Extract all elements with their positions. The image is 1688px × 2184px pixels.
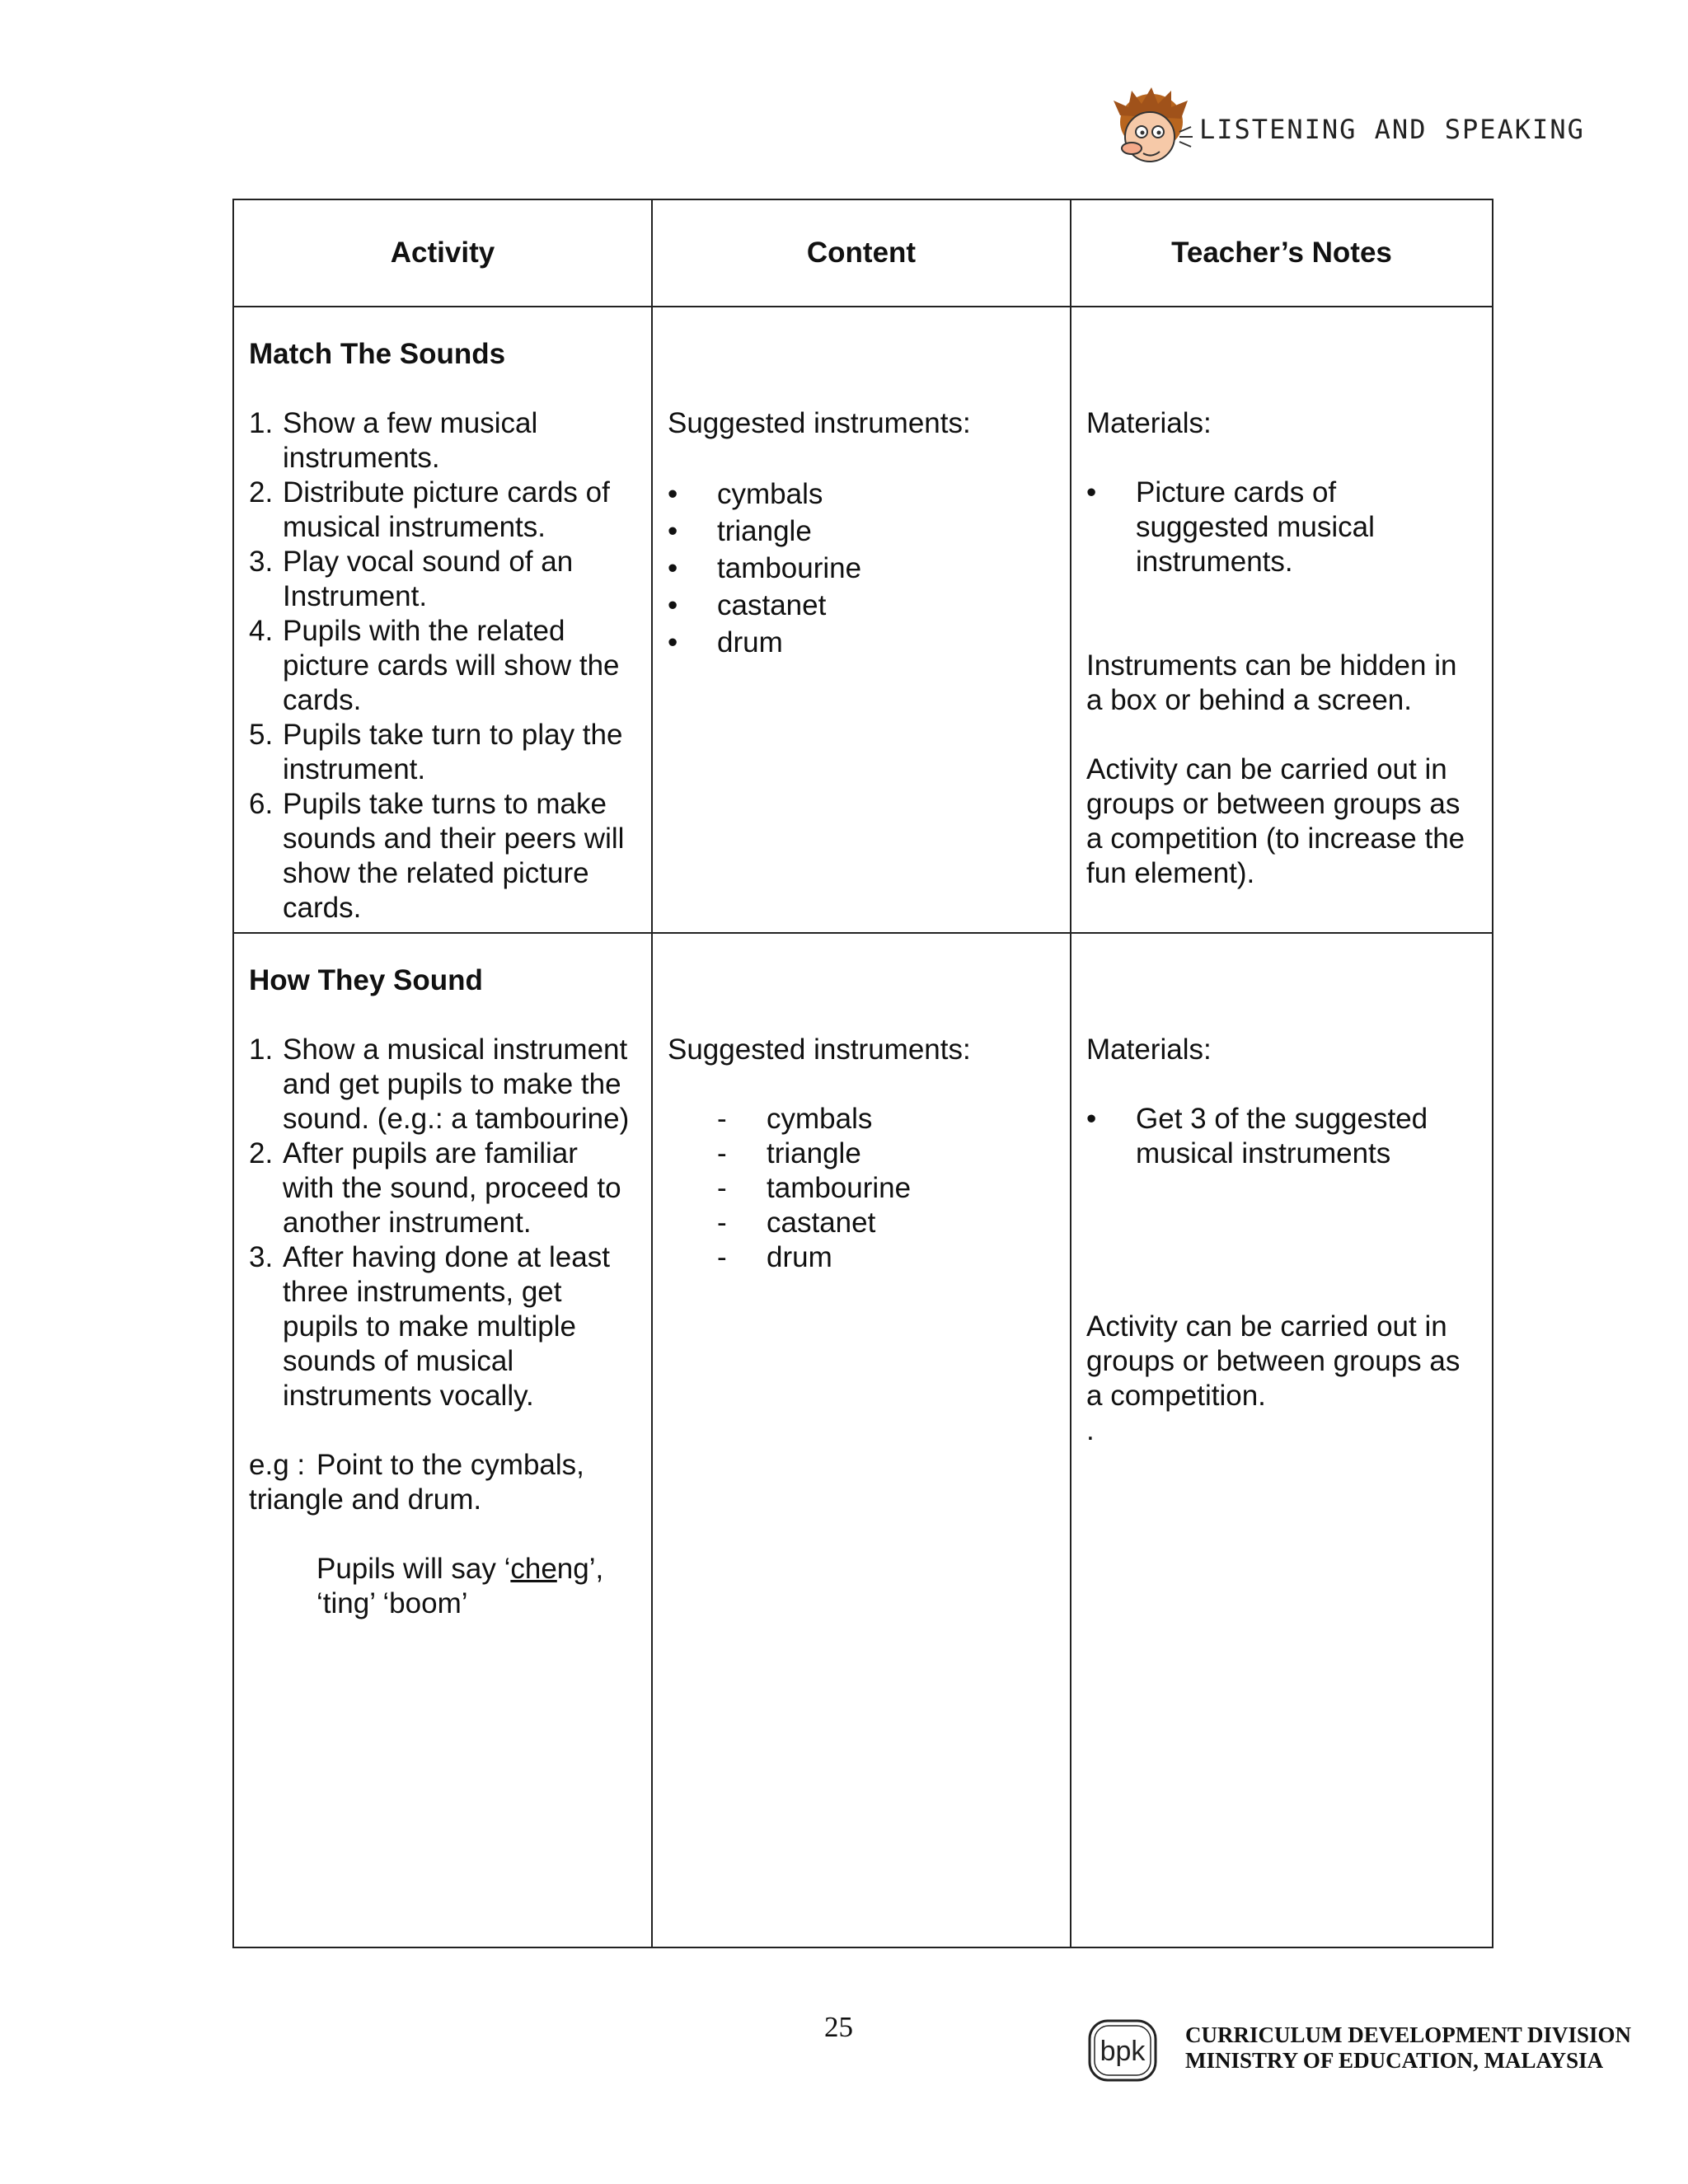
activity-steps [249,406,636,926]
header-activity: Activity [233,199,652,307]
notes-trailing-dot: . [1086,1414,1095,1446]
notes-paragraph: Instruments can be hidden in a box or behind a screen. [1086,649,1457,716]
materials-list [1086,476,1477,579]
materials-heading: Materials: [1086,407,1212,439]
list-item: - castanet [668,1206,1055,1240]
step-item: 3. After having done at least three instruments, get pupils to make multiple sounds of musical instruments vocally. [249,1241,610,1412]
table-row [233,307,1493,933]
list-item: • triangle [668,513,1055,550]
step-item: 5. Pupils take turn to play the instrument. [249,719,623,785]
example-text: Point to the cymbals, triangle and drum. [249,1449,584,1516]
list-item: • drum [668,624,1055,661]
footer-division [1185,2022,1631,2074]
list-item: • cymbals [668,476,1055,513]
activity-title: Match The Sounds [249,338,506,370]
instrument-list [668,1102,1055,1275]
mascot-cartoon-icon [1109,82,1199,173]
activity-steps [249,1033,636,1413]
list-item: - cymbals [668,1102,1055,1137]
activity-title: How They Sound [249,964,483,996]
step-item: 3. Play vocal sound of an Instrument. [249,546,574,612]
content-heading: Suggested instruments: [668,407,971,439]
pupils-say-text: Pupils will say ‘cheng’, ‘ting’ ‘boom’ [316,1553,604,1619]
notes-cell [1071,933,1493,1947]
list-item: - tambourine [668,1171,1055,1206]
example-block [249,1448,636,1621]
step-item: 1. Show a musical instrument and get pupils to make the sound. (e.g.: a tambourine) [249,1033,630,1135]
table-header-row [233,199,1493,307]
header-teachers-notes: Teacher’s Notes [1071,199,1493,307]
page-number: 25 [824,2011,853,2043]
content-cell [652,933,1071,1947]
table-row [233,933,1493,1947]
step-item: 2. After pupils are familiar with the sound, proceed to another instrument. [249,1137,621,1239]
activity-cell [233,933,652,1947]
notes-cell [1071,307,1493,933]
instrument-list [668,476,1055,661]
step-item: 6. Pupils take turns to make sounds and their peers will show the related picture cards. [249,788,625,924]
step-item: 4. Pupils with the related picture cards will show the cards. [249,615,620,716]
content-heading: Suggested instruments: [668,1033,971,1066]
content-cell [652,307,1071,933]
activity-cell [233,307,652,933]
materials-heading: Materials: [1086,1033,1212,1066]
notes-paragraph: Activity can be carried out in groups or between groups as a competition. [1086,1310,1461,1412]
example-label: e.g : [249,1449,306,1481]
notes-paragraph: Activity can be carried out in groups or between groups as a competition (to increase the fun element). [1086,753,1465,889]
division-name: CURRICULUM DEVELOPMENT DIVISION [1185,2022,1632,2047]
step-item: 1. Show a few musical instruments. [249,407,538,474]
list-item: • castanet [668,587,1055,624]
list-item: - triangle [668,1137,1055,1171]
list-item: - drum [668,1240,1055,1275]
list-item: • tambourine [668,550,1055,587]
bpk-logo-icon [1086,2018,1160,2083]
header-content: Content [652,199,1071,307]
list-item: • Get 3 of the suggested musical instruments [1086,1102,1477,1171]
ministry-name: MINISTRY OF EDUCATION, MALAYSIA [1185,2048,1604,2073]
section-label: LISTENING AND SPEAKING [1199,114,1585,145]
materials-list [1086,1102,1477,1171]
activity-table [232,199,1493,1948]
step-item: 2. Distribute picture cards of musical instruments. [249,476,610,543]
list-item: • Picture cards of suggested musical instruments. [1086,476,1477,579]
svg-text:bpk: bpk [1100,2036,1146,2067]
